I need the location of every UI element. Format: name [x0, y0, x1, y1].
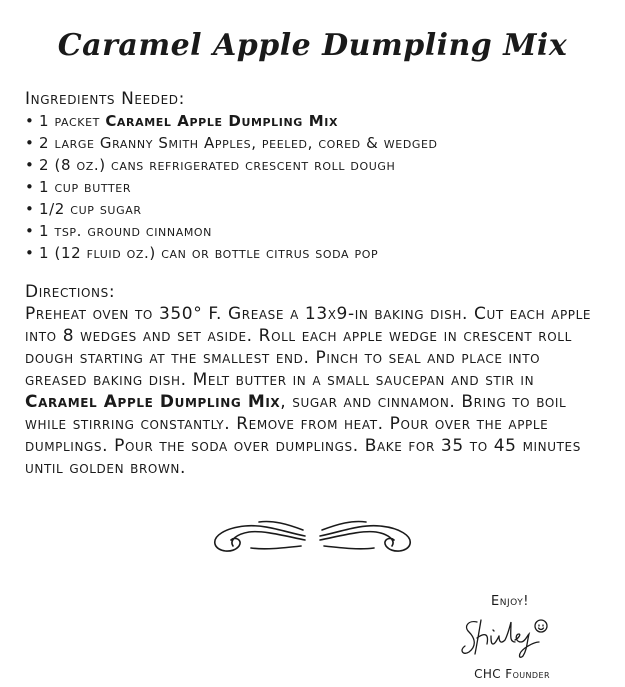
bullet-icon: •: [25, 200, 35, 218]
directions-text: [25, 303, 605, 479]
enjoy-text: Enjoy!: [491, 594, 529, 609]
ingredient-text: 1 tsp. ground cinnamon: [39, 222, 213, 240]
ingredient-bold-product: Caramel Apple Dumpling Mix: [105, 112, 339, 130]
ingredient-item: [25, 242, 605, 264]
bullet-icon: •: [25, 156, 35, 174]
ingredient-item: [25, 110, 605, 132]
ingredient-item: [25, 198, 605, 220]
ingredient-text: 2 (8 oz.) cans refrigerated crescent roll dough: [39, 156, 396, 174]
scroll-flourish-icon: [205, 518, 420, 560]
ingredient-item: [25, 132, 605, 154]
ingredient-item: [25, 176, 605, 198]
ingredient-item: [25, 154, 605, 176]
signature-icon: [455, 612, 555, 662]
bullet-icon: •: [25, 178, 35, 196]
ingredients-list: [25, 110, 605, 264]
directions-part2: , sugar and cinnamon. Bring to boil while stirring constantly. Remove from heat. Pour over the apple dumplings. Pour the soda over dumplings. Bake for 35 to 45 minutes until golden brown.: [25, 392, 581, 478]
ingredient-text: 1 (12 fluid oz.) can or bottle citrus soda pop: [39, 244, 379, 262]
bullet-icon: •: [25, 244, 35, 262]
ingredient-text: 1/2 cup sugar: [39, 200, 142, 218]
ingredient-item: [25, 220, 605, 242]
bullet-icon: •: [25, 112, 35, 130]
bullet-icon: •: [25, 134, 35, 152]
recipe-title: Caramel Apple Dumpling Mix: [57, 28, 568, 63]
bullet-icon: •: [25, 222, 35, 240]
directions-bold-product: Caramel Apple Dumpling Mix: [25, 392, 281, 412]
directions-part1: Preheat oven to 350° F. Grease a 13x9-in baking dish. Cut each apple into 8 wedges and set aside. Roll each apple wedge in crescent roll dough starting at the smallest end. Pinch to seal and place into greased baking dish. Melt butter in a small saucepan and stir in: [25, 304, 592, 390]
founder-label: CHC Founder: [474, 667, 550, 681]
ingredient-text: 1 packet: [39, 112, 106, 130]
ingredient-text: 1 cup butter: [39, 178, 132, 196]
recipe-body: [25, 88, 605, 479]
directions-heading: Directions:: [25, 282, 116, 302]
ingredients-heading: Ingredients Needed:: [25, 89, 185, 109]
ingredient-text: 2 large Granny Smith Apples, peeled, cored & wedged: [39, 134, 438, 152]
